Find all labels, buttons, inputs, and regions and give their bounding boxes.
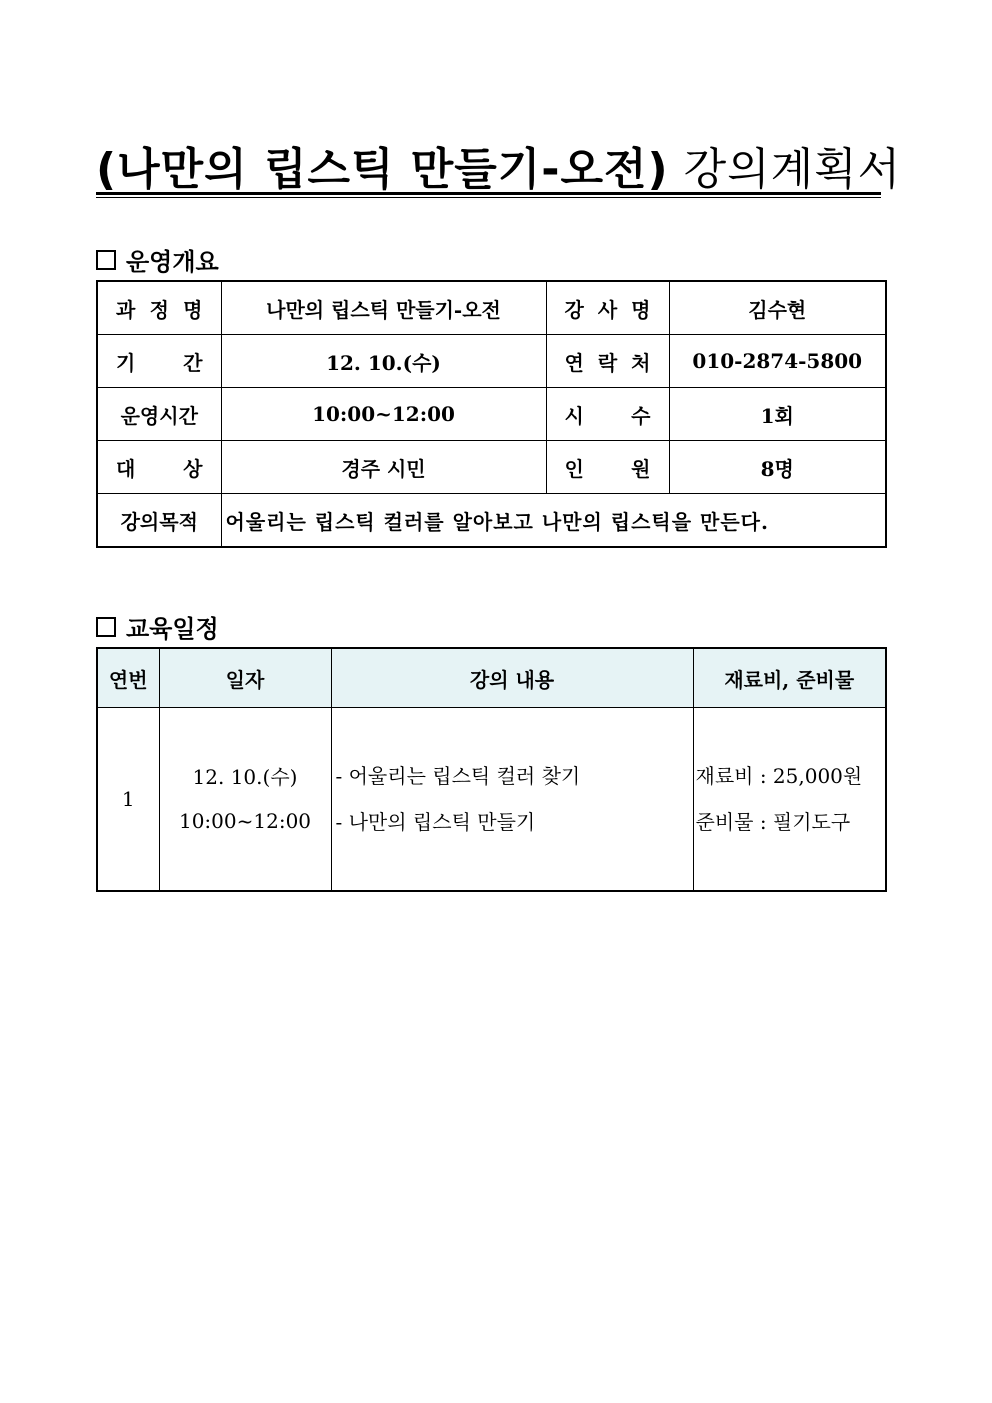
table-row <box>97 335 886 388</box>
header-no: 연번 <box>97 648 159 708</box>
value-instructor: 김수현 <box>669 281 886 335</box>
table-row <box>97 281 886 335</box>
checkbox-icon <box>96 250 116 270</box>
label-instructor: 강 사 명 <box>546 281 669 335</box>
value-operating-time: 10:00~12:00 <box>221 388 546 441</box>
value-period: 12. 10.(수) <box>221 335 546 388</box>
cell-date-day: 12. 10.(수) <box>192 765 298 789</box>
page-title-suffix: 강의계획서 <box>668 144 902 195</box>
value-sessions: 1회 <box>669 388 886 441</box>
label-course-name: 과 정 명 <box>97 281 221 335</box>
section-schedule-heading <box>96 609 219 644</box>
content-item: - 어울리는 립스틱 컬러 찾기 <box>335 764 581 788</box>
table-row <box>97 441 886 494</box>
cell-content <box>331 708 693 892</box>
page-title-wrap <box>96 140 902 200</box>
content-item: - 나만의 립스틱 만들기 <box>335 810 536 834</box>
table-row <box>97 708 886 892</box>
section-overview-label: 운영개요 <box>126 248 219 276</box>
table-row <box>97 388 886 441</box>
label-target: 대 상 <box>97 441 221 494</box>
header-date: 일자 <box>159 648 331 708</box>
page-title-course: (나만의 립스틱 만들기-오전) <box>96 144 669 195</box>
value-purpose: 어울리는 립스틱 컬러를 알아보고 나만의 립스틱을 만든다. <box>221 494 886 548</box>
overview-table <box>96 280 887 548</box>
header-content: 강의 내용 <box>331 648 693 708</box>
checkbox-icon <box>96 617 116 637</box>
section-overview-heading <box>96 242 219 277</box>
value-course-name: 나만의 립스틱 만들기-오전 <box>221 281 546 335</box>
schedule-table <box>96 647 887 892</box>
cell-materials <box>693 708 886 892</box>
cell-no: 1 <box>97 708 159 892</box>
header-materials: 재료비, 준비물 <box>693 648 886 708</box>
value-contact: 010-2874-5800 <box>669 335 886 388</box>
label-purpose: 강의목적 <box>97 494 221 548</box>
label-headcount: 인 원 <box>546 441 669 494</box>
table-row <box>97 494 886 548</box>
table-header-row <box>97 648 886 708</box>
section-schedule-label: 교육일정 <box>126 615 219 643</box>
label-period: 기 간 <box>97 335 221 388</box>
label-operating-time: 운영시간 <box>97 388 221 441</box>
label-sessions: 시 수 <box>546 388 669 441</box>
cell-date-time: 10:00~12:00 <box>178 809 312 833</box>
title-underline <box>96 192 881 198</box>
value-target: 경주 시민 <box>221 441 546 494</box>
label-contact: 연 락 처 <box>546 335 669 388</box>
materials-supplies: 준비물 : 필기도구 <box>695 810 851 834</box>
value-headcount: 8명 <box>669 441 886 494</box>
materials-fee: 재료비 : 25,000원 <box>695 764 863 788</box>
page-title <box>96 140 902 200</box>
cell-date <box>159 708 331 892</box>
